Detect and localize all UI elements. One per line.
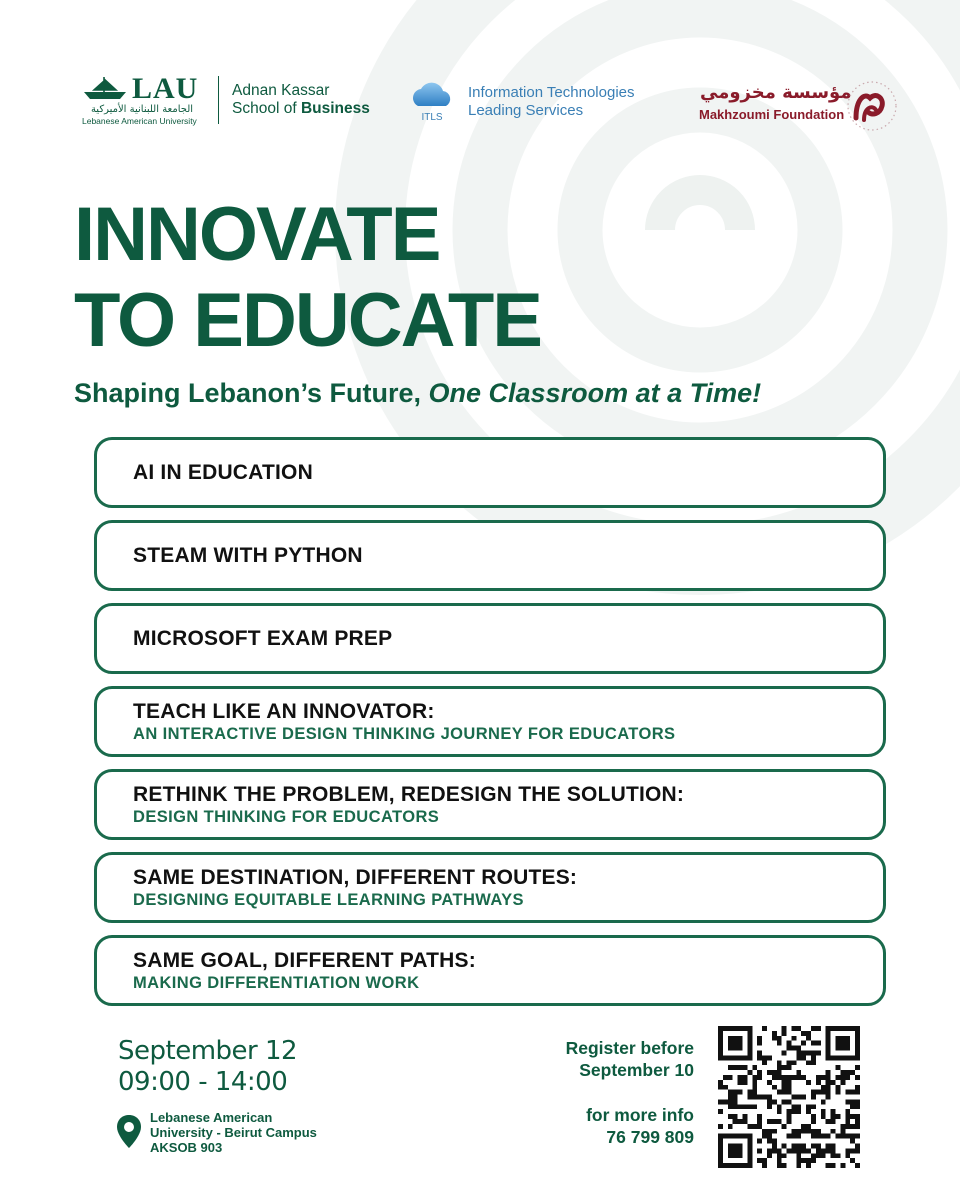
itls-line1: Information Technologies: [468, 84, 635, 101]
page-subtitle: [74, 378, 761, 409]
course-title: RETHINK THE PROBLEM, REDESIGN THE SOLUTION:: [133, 782, 685, 806]
logo-divider: [218, 76, 219, 124]
itls-name: [468, 84, 635, 120]
makhzoumi-emblem-icon: [842, 76, 898, 136]
course-subtitle: DESIGNING EQUITABLE LEARNING PATHWAYS: [133, 890, 524, 909]
map-pin-icon: [116, 1114, 142, 1150]
school-line2-bold: Business: [300, 100, 370, 117]
page-title: [74, 192, 541, 364]
course-title: SAME GOAL, DIFFERENT PATHS:: [133, 948, 476, 972]
title-line2: TO EDUCATE: [74, 278, 541, 363]
course-card: [94, 935, 886, 1006]
event-time: 09:00 - 14:00: [118, 1067, 288, 1097]
subtitle-italic: One Classroom at a Time!: [428, 378, 762, 408]
event-datetime: [118, 1036, 297, 1098]
course-subtitle: DESIGN THINKING FOR EDUCATORS: [133, 807, 440, 826]
course-card: [94, 437, 886, 508]
event-date: September 12: [118, 1036, 298, 1066]
course-title: STEAM WITH PYTHON: [133, 543, 363, 567]
itls-line2: Leading Services: [468, 102, 584, 119]
venue-line2: University - Beirut Campus: [150, 1125, 317, 1140]
register-line2: September 10: [579, 1060, 694, 1080]
course-title: AI IN EDUCATION: [133, 460, 313, 484]
course-subtitle: AN INTERACTIVE DESIGN THINKING JOURNEY FOR EDUCATORS: [133, 724, 676, 743]
makhzoumi-english: Makhzoumi Foundation: [699, 107, 845, 122]
title-line1: INNOVATE: [74, 192, 440, 277]
school-line2-regular: School of: [232, 100, 301, 117]
lau-english-name: Lebanese American University: [82, 116, 197, 126]
info-phone: 76 799 809: [606, 1127, 694, 1147]
lau-ship-icon: [82, 76, 128, 100]
itls-mark-text: ITLS: [421, 112, 443, 122]
lau-arabic-name: الجامعة اللبنانية الأميركية: [90, 104, 194, 115]
school-line2: [232, 100, 370, 118]
lau-logo: [80, 72, 220, 128]
course-title: SAME DESTINATION, DIFFERENT ROUTES:: [133, 865, 578, 889]
lau-wordmark: LAU: [132, 72, 199, 105]
school-line1: Adnan Kassar: [232, 82, 330, 99]
course-title: TEACH LIKE AN INNOVATOR:: [133, 699, 435, 723]
qr-code[interactable]: [718, 1026, 860, 1168]
makhzoumi-arabic: مؤسسة مخزومي: [700, 82, 852, 103]
course-card: [94, 852, 886, 923]
itls-cloud-icon: [408, 76, 456, 122]
course-title: MICROSOFT EXAM PREP: [133, 626, 393, 650]
school-name: [232, 82, 370, 118]
course-card: [94, 520, 886, 591]
contact-info: [530, 1104, 694, 1148]
course-subtitle: MAKING DIFFERENTIATION WORK: [133, 973, 420, 992]
info-line1: for more info: [586, 1105, 694, 1125]
register-deadline: [530, 1037, 694, 1081]
venue-line3: AKSOB 903: [150, 1140, 223, 1155]
event-venue: [150, 1110, 317, 1155]
subtitle-regular: Shaping Lebanon’s Future,: [74, 378, 429, 408]
course-card: [94, 603, 886, 674]
register-line1: Register before: [565, 1038, 694, 1058]
venue-line1: Lebanese American: [150, 1110, 273, 1125]
course-card: [94, 686, 886, 757]
course-card: [94, 769, 886, 840]
